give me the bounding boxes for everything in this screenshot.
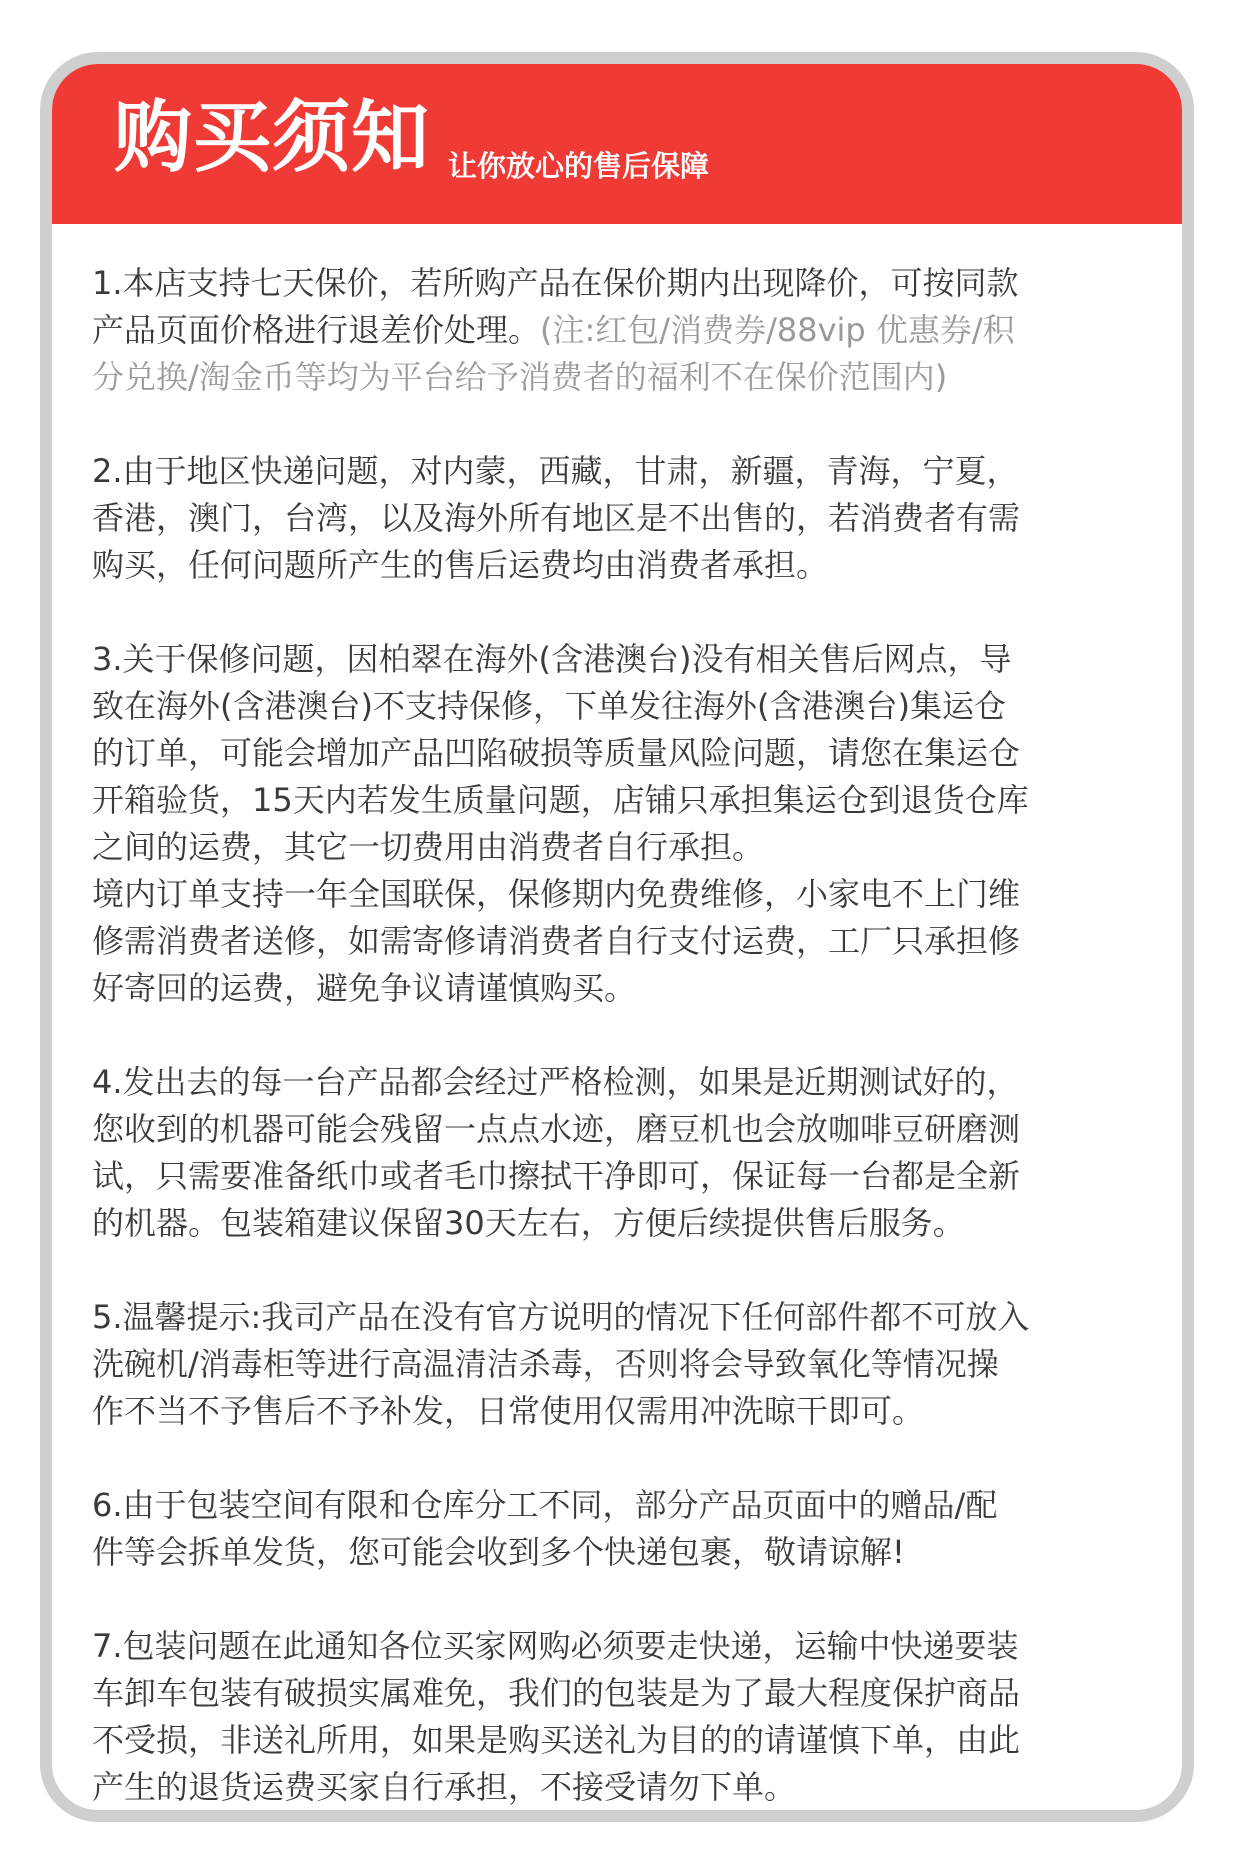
notice-line: 5.温馨提示:我司产品在没有官方说明的情况下任何部件都不可放入: [92, 1298, 1030, 1336]
notice-line: 洗碗机/消毒柜等进行高温清洁杀毒，否则将会导致氧化等情况操: [92, 1345, 999, 1383]
notice-item-split-shipment: [92, 1482, 1194, 1576]
notice-line-segment: 产品页面价格进行退差价处理。: [92, 311, 541, 349]
notice-title: 购买须知: [114, 93, 431, 183]
notice-line: 境内订单支持一年全国联保，保修期内免费维修，小家电不上门维: [92, 875, 1021, 913]
notice-line: 7.包装问题在此通知各位买家网购必须要走快递，运输中快递要装: [92, 1627, 1019, 1665]
notice-note-segment: (注:红包/消费券/88vip 优惠券/积: [540, 311, 1015, 349]
notice-line: 致在海外(含港澳台)不支持保修，下单发往海外(含港澳台)集运仓: [92, 687, 1006, 725]
notice-line: 3.关于保修问题，因柏翠在海外(含港澳台)没有相关售后网点，导: [92, 640, 1012, 678]
purchase-notice-card: [40, 52, 1194, 1822]
notice-item-packaging: [92, 1623, 1194, 1811]
notice-item-warranty: [92, 636, 1194, 1012]
notice-content: [92, 260, 1194, 1822]
notice-note-line: 分兑换/淘金币等均为平台给予消费者的福利不在保价范围内): [92, 358, 948, 396]
notice-line: 好寄回的运费，避免争议请谨慎购买。: [92, 969, 637, 1007]
notice-line: 1.本店支持七天保价，若所购产品在保价期内出现降价，可按同款: [92, 264, 1019, 302]
notice-line: 的订单，可能会增加产品凹陷破损等质量风险问题，请您在集运仓: [92, 734, 1021, 772]
notice-header: [52, 64, 1182, 224]
notice-line: 您收到的机器可能会残留一点点水迹，磨豆机也会放咖啡豆研磨测: [92, 1110, 1021, 1148]
notice-line: 购买，任何问题所产生的售后运费均由消费者承担。: [92, 546, 829, 584]
notice-item-cleaning-tip: [92, 1294, 1194, 1435]
notice-item-inspection: [92, 1059, 1194, 1247]
notice-subtitle: 让你放心的售后保障: [448, 149, 710, 183]
notice-line: 香港，澳门，台湾，以及海外所有地区是不出售的，若消费者有需: [92, 499, 1021, 537]
notice-item-price-protection: [92, 260, 1194, 401]
notice-line: 6.由于包装空间有限和仓库分工不同，部分产品页面中的赠品/配: [92, 1486, 998, 1524]
notice-line: 的机器。包装箱建议保留30天左右，方便后续提供售后服务。: [92, 1204, 965, 1242]
notice-line: 2.由于地区快递问题，对内蒙，西藏，甘肃，新疆，青海，宁夏，: [92, 452, 1019, 490]
notice-line: 件等会拆单发货，您可能会收到多个快递包裹，敬请谅解!: [92, 1533, 905, 1571]
notice-line: 车卸车包装有破损实属难免，我们的包装是为了最大程度保护商品: [92, 1674, 1021, 1712]
notice-line: 产生的退货运费买家自行承担，不接受请勿下单。: [92, 1768, 797, 1806]
notice-item-shipping-regions: [92, 448, 1194, 589]
notice-line: 之间的运费，其它一切费用由消费者自行承担。: [92, 828, 765, 866]
notice-line: [92, 307, 1194, 354]
notice-line: 试，只需要准备纸巾或者毛巾擦拭干净即可，保证每一台都是全新: [92, 1157, 1021, 1195]
notice-line: 修需消费者送修，如需寄修请消费者自行支付运费，工厂只承担修: [92, 922, 1021, 960]
notice-line: 4.发出去的每一台产品都会经过严格检测，如果是近期测试好的，: [92, 1063, 1019, 1101]
notice-line: 开箱验货，15天内若发生质量问题，店铺只承担集运仓到退货仓库: [92, 781, 1029, 819]
notice-line: 不受损，非送礼所用，如果是购买送礼为目的的请谨慎下单，由此: [92, 1721, 1021, 1759]
notice-line: 作不当不予售后不予补发，日常使用仅需用冲洗晾干即可。: [92, 1392, 925, 1430]
